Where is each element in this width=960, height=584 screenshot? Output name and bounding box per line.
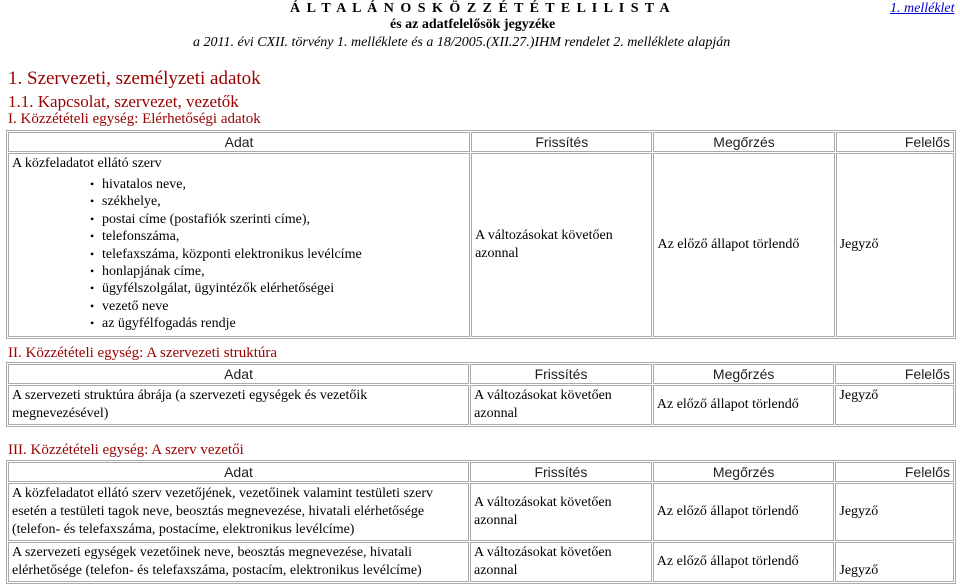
felelos-cell: Jegyző xyxy=(836,153,954,337)
unit-2-table xyxy=(6,362,956,427)
col-header-megorzes: Megőrzés xyxy=(653,132,834,152)
megorzes-cell: Az előző állapot törlendő xyxy=(653,153,834,337)
unit-title-3: III. Közzétételi egység: A szerv vezetői xyxy=(8,442,244,458)
col-header-felelos: Felelős xyxy=(835,462,954,482)
frissites-cell: A változásokat követően azonnal xyxy=(470,483,652,541)
adat-list xyxy=(12,176,466,333)
annex-link[interactable]: 1. melléklet xyxy=(890,1,955,16)
subsection-heading: 1.1. Kapcsolat, szervezet, vezetők xyxy=(8,92,239,111)
list-item: • telefonszáma, xyxy=(102,228,466,245)
table-row xyxy=(8,483,954,541)
table-row xyxy=(8,153,954,337)
list-item: • az ügyfélfogadás rendje xyxy=(102,315,466,332)
document-subtitle: és az adatfelelősök jegyzéke xyxy=(390,17,556,32)
list-item: • hivatalos neve, xyxy=(102,176,466,193)
col-header-frissites: Frissítés xyxy=(471,132,652,152)
section-heading: 1. Szervezeti, személyzeti adatok xyxy=(8,68,261,89)
list-item: • vezető neve xyxy=(102,298,466,315)
col-header-adat: Adat xyxy=(8,364,469,384)
unit-title-2: II. Közzétételi egység: A szervezeti struktúra xyxy=(8,345,278,361)
felelos-cell: Jegyző xyxy=(835,542,954,582)
adat-cell: A szervezeti egységek vezetőinek neve, beosztás megnevezése, hivatali elérhetősége (telefon- és telefaxszáma, postacím, elektronikus levélcíme) xyxy=(8,542,469,582)
table-header-row xyxy=(8,462,954,482)
col-header-megorzes: Megőrzés xyxy=(653,462,835,482)
adat-cell xyxy=(8,153,470,337)
megorzes-cell: Az előző állapot törlendő xyxy=(653,542,835,582)
frissites-cell: A változásokat követően azonnal xyxy=(470,385,652,425)
adat-cell: A közfeladatot ellátó szerv vezetőjének, vezetőinek valamint testületi szerv esetén a testületi tagok neve, beosztás megnevezése, hivatali elérhetősége (telefon- és telefaxszáma, postacíme, elektronikus levélcíme) xyxy=(8,483,469,541)
list-item: • székhelye, xyxy=(102,193,466,210)
col-header-megorzes: Megőrzés xyxy=(653,364,835,384)
megorzes-cell: Az előző állapot törlendő xyxy=(653,483,835,541)
table-row xyxy=(8,385,954,425)
col-header-adat: Adat xyxy=(8,132,470,152)
frissites-cell: A változásokat követően azonnal xyxy=(471,153,652,337)
table-header-row xyxy=(8,364,954,384)
felelos-cell: Jegyző xyxy=(835,483,954,541)
table-row xyxy=(8,542,954,582)
col-header-felelos: Felelős xyxy=(835,364,954,384)
megorzes-cell: Az előző állapot törlendő xyxy=(653,385,835,425)
table-header-row xyxy=(8,132,954,152)
document-title: Á L T A L Á N O S K Ö Z Z É T É T E L I L I S T A xyxy=(290,1,672,16)
frissites-cell: A változásokat követően azonnal xyxy=(470,542,652,582)
list-item: • postai címe (postafiók szerinti címe), xyxy=(102,211,466,228)
unit-3-table xyxy=(6,460,956,584)
unit-1-table xyxy=(6,130,956,339)
unit-title-1: I. Közzétételi egység: Elérhetőségi adatok xyxy=(8,111,261,127)
list-item: • telefaxszáma, központi elektronikus levélcíme xyxy=(102,246,466,263)
adat-cell: A szervezeti struktúra ábrája (a szervezeti egységek és vezetőik megnevezésével) xyxy=(8,385,469,425)
list-item: • honlapjának címe, xyxy=(102,263,466,280)
list-item: • ügyfélszolgálat, ügyintézők elérhetőségei xyxy=(102,280,466,297)
col-header-felelos: Felelős xyxy=(836,132,954,152)
adat-lead: A közfeladatot ellátó szerv xyxy=(12,156,162,171)
felelos-cell: Jegyző xyxy=(835,385,954,425)
legal-basis: a 2011. évi CXII. törvény 1. melléklete és a 18/2005.(XII.27.)IHM rendelet 2. melléklete alapján xyxy=(193,35,731,50)
col-header-adat: Adat xyxy=(8,462,469,482)
col-header-frissites: Frissítés xyxy=(470,364,652,384)
col-header-frissites: Frissítés xyxy=(470,462,652,482)
